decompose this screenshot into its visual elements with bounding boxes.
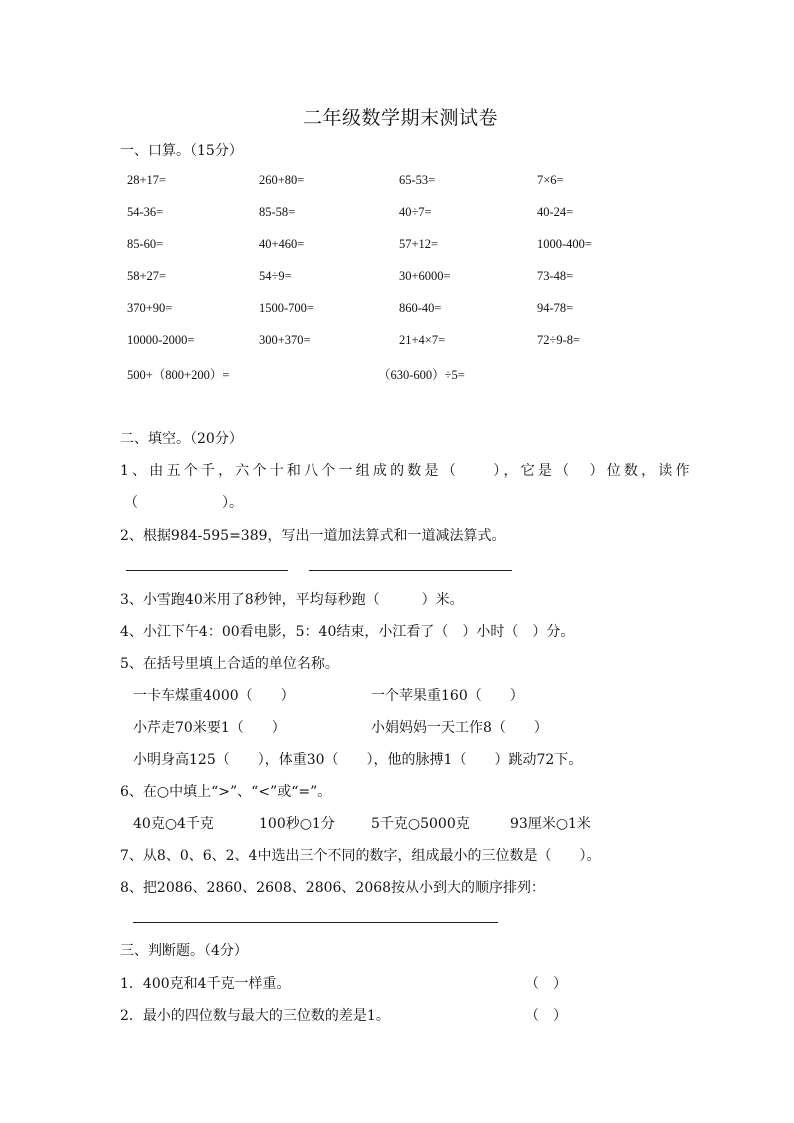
section-1-heading: 一、口算。（15分）	[120, 143, 243, 159]
calc-item: 860-40=	[399, 301, 442, 315]
section-3-heading: 三、判断题。（4分）	[120, 943, 248, 959]
page-title: 二年级数学期末测试卷	[303, 107, 499, 129]
fill-q4: 4、小江下午4：00看电影，5：40结束，小江看了（ ）小时（ ）分。	[120, 624, 575, 640]
section-2-heading: 二、填空。（20分）	[120, 431, 243, 447]
fill-q5: 5、在括号里填上合适的单位名称。	[120, 656, 339, 672]
calc-item: 85-60=	[127, 237, 164, 251]
calc-item: 30+6000=	[399, 269, 451, 283]
fill-q6: 6、在○中填上“>”、“<”或“=”。	[120, 784, 332, 800]
calc-item: 94-78=	[537, 301, 574, 315]
answer-line-subtraction[interactable]	[309, 570, 512, 571]
calc-item: 57+12=	[399, 237, 439, 251]
compare-item: 40克○4千克	[133, 816, 214, 832]
fill-q3: 3、小雪跑40米用了8秒钟，平均每秒跑（ ）米。	[120, 592, 464, 608]
calc-item: 40+460=	[259, 237, 305, 251]
calc-item: 85-58=	[259, 205, 296, 219]
calc-item: 260+80=	[259, 173, 305, 187]
fill-q1-line2: （ ）。	[124, 495, 243, 511]
calc-item: 73-48=	[537, 269, 574, 283]
compare-item: 93厘米○1米	[510, 816, 591, 832]
calc-item: 54÷9=	[259, 269, 292, 283]
answer-line-ordering[interactable]	[133, 922, 498, 923]
calc-item: 1500-700=	[259, 301, 314, 315]
fill-q5-e: 小明身高125（ ），体重30（ ），他的脉搏1（ ）跳动72下。	[133, 752, 583, 768]
calc-item: 58+27=	[127, 269, 167, 283]
answer-line-addition[interactable]	[126, 570, 288, 571]
calc-item: 65-53=	[399, 173, 436, 187]
fill-q7: 7、从8、0、6、2、4中选出三个不同的数字，组成最小的三位数是（ ）。	[120, 848, 601, 864]
fill-q1-line1: 1、由五个千，六个十和八个一组成的数是（ ），它是（ ）位数，读作	[120, 463, 693, 479]
fill-q8: 8、把2086、2860、2608、2806、2068按从小到大的顺序排列：	[120, 880, 546, 896]
judge-q2: 2．最小的四位数与最大的三位数的差是1。	[120, 1008, 390, 1024]
calc-item: 10000-2000=	[127, 333, 195, 347]
calc-last-right: （630-600）÷5=	[378, 368, 465, 382]
fill-q5-d: 小娟妈妈一天工作8（ ）	[371, 720, 548, 736]
compare-item: 5千克○5000克	[371, 816, 470, 832]
calc-item: 40-24=	[537, 205, 574, 219]
calc-item: 1000-400=	[537, 237, 592, 251]
judge-q2-paren[interactable]: （ ）	[525, 1008, 567, 1024]
calc-item: 300+370=	[259, 333, 311, 347]
calc-item: 72÷9-8=	[537, 333, 581, 347]
calc-item: 21+4×7=	[399, 333, 446, 347]
fill-q5-c: 小芹走70米要1（ ）	[133, 720, 286, 736]
calc-item: 40÷7=	[399, 205, 432, 219]
calc-item: 54-36=	[127, 205, 164, 219]
fill-q5-b: 一个苹果重160（ ）	[371, 688, 524, 704]
calc-last-left: 500+（800+200）=	[127, 368, 230, 382]
calc-item: 28+17=	[127, 173, 167, 187]
fill-q5-a: 一卡车煤重4000（ ）	[133, 688, 295, 704]
calc-item: 7×6=	[537, 173, 564, 187]
compare-item: 100秒○1分	[259, 816, 335, 832]
judge-q1-paren[interactable]: （ ）	[525, 976, 567, 992]
judge-q1: 1．400克和4千克一样重。	[120, 976, 291, 992]
calc-item: 370+90=	[127, 301, 173, 315]
fill-q2: 2、根据984-595=389，写出一道加法算式和一道减法算式。	[120, 528, 506, 544]
